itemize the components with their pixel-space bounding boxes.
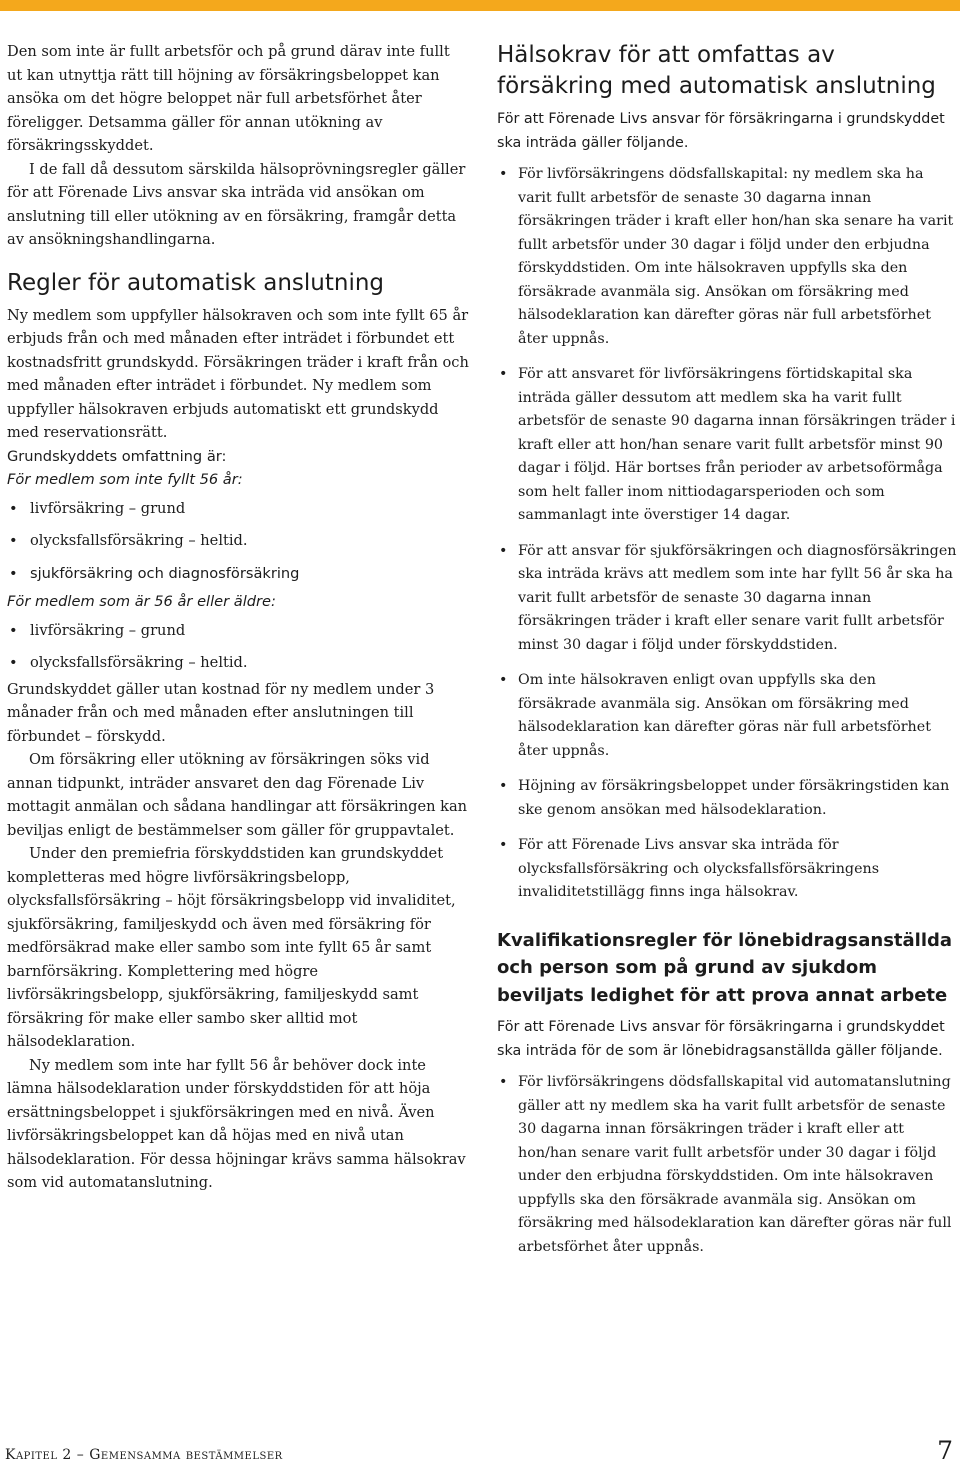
paragraph-hojning-utan-halsodeklaration: Ny medlem som inte har fyllt 56 år behöver dock inte lämna hälsodeklaration under förskyddstiden för att höja ersättningsbeloppet i sjukförsäkringen med en nivå. Även livförsäkringsbeloppet kan då höjas med en nivå utan hälsodeklaration. För dessa höjningar krävs samma hälsokrav som vid automatanslutning. [7,1056,466,1191]
page-number: 7 [937,1436,953,1465]
paragraph-premiefria-forskyddstiden: Under den premiefria förskyddstiden kan grundskyddet kompletteras med högre livförsäkringsbelopp, olycksfallsförsäkring – höjt försäkringsbelopp vid invaliditet, sjukförsäkring, familjeskydd och även med försäkring för medförsäkrad make eller sambo som inte fyllt 65 år samt barnförsäkring. Komplettering med högre livförsäkringsbelopp, sjukförsäkring, familjeskydd samt försäkring för make eller sambo sker alltid mot hälsodeklaration. [7,845,456,1050]
list-item: • livförsäkring – grund [7,619,469,643]
over56-list [7,619,469,675]
heading-kvalifikationsregler: Kvalifikationsregler för lönebidragsanställda och person som på grund av sjukdom beviljats ledighet för att prova annat arbete [497,929,953,1006]
heading-regler-automatisk-anslutning: Regler för automatisk anslutning [7,269,385,296]
paragraph-halsoprovning: I de fall då dessutom särskilda hälsoprövningsregler gäller för att Förenade Livs ansvar ska inträda vid ansökan om anslutning till eller utökning av en försäkring, framgår detta av ansökningshandlingarna. [7,160,466,248]
over56-label: För medlem som är 56 år eller äldre: [7,593,276,610]
list-item: • För att ansvar för sjukförsäkringen och diagnosförsäkringen ska inträda krävs att medlem som inte har fyllt 56 år ska ha varit fullt arbetsför de senaste 30 dagarna innan försäkringen träder i kraft eller senare varit fullt arbetsför minst 30 dagar i följd under förskyddstiden. [497,540,957,658]
kvalifikation-list [497,1071,957,1259]
heading-halsokrav: Hälsokrav för att omfattas av försäkring med automatisk anslutning [497,42,936,99]
paragraph-annan-tidpunkt: Om försäkring eller utökning av försäkringen söks vid annan tidpunkt, inträder ansvaret den dag Förenade Liv mottagit anmälan och sådana handlingar att försäkringen kan beviljas enligt de bestämmelser som gäller för gruppavtalet. [7,751,468,839]
paragraph-arbetsforhet: Den som inte är fullt arbetsför och på grund därav inte fullt ut kan utnyttja rätt till höjning av försäkringsbeloppet kan ansöka om det högre beloppet när full arbetsförhet åter föreligger. Detsamma gäller för annan utökning av försäkringsskyddet. [7,43,450,154]
list-item: • Om inte hälsokraven enligt ovan uppfylls ska den försäkrade avanmäla sig. Ansökan om försäkring med hälsodeklaration kan därefter göras när full arbetsförhet åter uppnås. [497,669,957,763]
top-accent-bar [0,0,960,11]
halsokrav-list [497,163,957,905]
list-item: • Höjning av försäkringsbeloppet under försäkringstiden kan ske genom ansökan med hälsodeklaration. [497,775,957,822]
list-item: • För livförsäkringens dödsfallskapital vid automatanslutning gäller att ny medlem ska ha varit fullt arbetsför de senaste 30 dagarna innan försäkringen träder i kraft eller att hon/han senare varit fullt arbetsför under 30 dagar i följd under den erbjudna förskyddstiden. Om inte hälsokraven uppfylls ska den försäkrade avanmäla sig. Ansökan om försäkring med hälsodeklaration kan därefter göras när full arbetsförhet åter uppnås. [497,1071,957,1259]
right-column [497,40,957,1271]
under56-label: För medlem som inte fyllt 56 år: [7,471,243,488]
paragraph-kvalifikation-intro: För att Förenade Livs ansvar för försäkringarna i grundskyddet ska inträda för de som är lönebidragsanställda gäller följande. [497,1019,945,1059]
list-item: • sjukförsäkring och diagnosförsäkring [7,562,469,586]
list-item: • livförsäkring – grund [7,497,469,521]
list-item: • För att Förenade Livs ansvar ska inträda för olycksfallsförsäkring och olycksfallsförsäkringens invaliditetstillägg finns inga hälsokrav. [497,834,957,905]
list-item: • olycksfallsförsäkring – heltid. [7,651,469,675]
chapter-footer: Kapitel 2 – Gemensamma bestämmelser [5,1447,283,1463]
under56-list [7,497,469,586]
left-column [7,40,469,1195]
scope-label: Grundskyddets omfattning är: [7,447,227,465]
paragraph-ny-medlem: Ny medlem som uppfyller hälsokraven och som inte fyllt 65 år erbjuds från och med månaden efter inträdet i förbundet ett kostnadsfritt grundskydd. Försäkringen träder i kraft från och med månaden efter inträdet i förbundet. Ny medlem som uppfyller hälsokraven erbjuds automatiskt ett grundskydd med reservationsrätt. [7,306,469,441]
paragraph-forskydd: Grundskyddet gäller utan kostnad för ny medlem under 3 månader från och med månaden efter anslutningen till förbundet – förskydd. [7,680,435,745]
paragraph-halsokrav-intro: För att Förenade Livs ansvar för försäkringarna i grundskyddet ska inträda gäller följande. [497,111,945,151]
list-item: • olycksfallsförsäkring – heltid. [7,529,469,553]
list-item: • För att ansvaret för livförsäkringens förtidskapital ska inträda gäller dessutom att medlem ska ha varit fullt arbetsför de senaste 90 dagarna innan försäkringen träder i kraft eller att hon/han senare varit fullt arbetsför minst 90 dagar i följd. Här bortses från perioder av arbetsoförmåga som helt faller inom nittiodagarsperioden och som sammanlagt inte överstiger 14 dagar. [497,363,957,528]
list-item: • För livförsäkringens dödsfallskapital: ny medlem ska ha varit fullt arbetsför de senaste 30 dagarna innan försäkringen träder i kraft eller hon/han ska senare ha varit fullt arbetsför under 30 dagar i följd under den erbjudna förskyddstiden. Om inte hälsokraven uppfylls ska den försäkrade avanmäla sig. Ansökan om försäkring med hälsodeklaration kan därefter göras när full arbetsförhet åter uppnås. [497,163,957,351]
